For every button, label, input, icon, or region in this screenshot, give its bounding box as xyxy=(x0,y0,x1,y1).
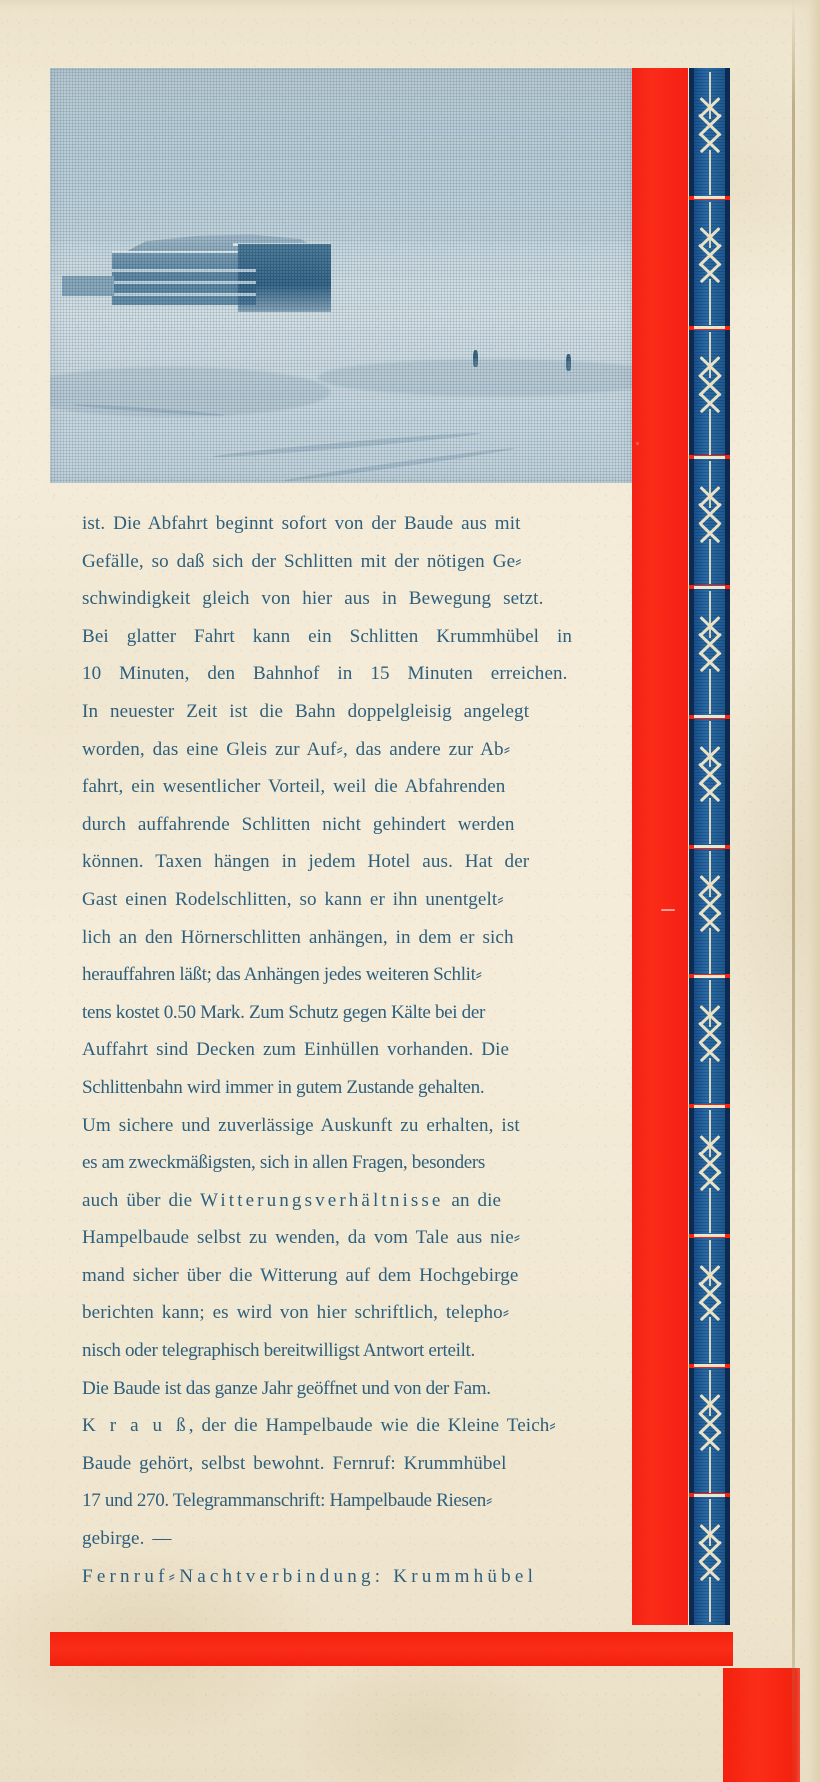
lodge-winter-photograph xyxy=(50,68,633,483)
weather-term-spaced: Witterungsverhältnisse xyxy=(200,1189,444,1211)
body-line: gebirge. — xyxy=(82,1528,172,1550)
ornament-segment xyxy=(694,457,725,587)
ornament-cream-divider xyxy=(694,715,725,718)
body-text-column xyxy=(82,505,603,1595)
weather-line-head: auch über die xyxy=(82,1189,201,1211)
ornament-segment xyxy=(694,328,725,458)
building-balcony-3 xyxy=(112,293,257,296)
hampelbaude-building xyxy=(102,234,335,321)
ornament-segment xyxy=(694,976,725,1106)
body-line: Die Baude ist das ganze Jahr geöffnet und von der Fam. xyxy=(82,1377,491,1399)
red-band-speck xyxy=(636,442,639,445)
body-line: können. Taxen hängen in jedem Hotel aus. Hat der xyxy=(82,851,530,873)
ornament-segment xyxy=(694,717,725,847)
body-line: herauffahren läßt; das Anhängen jedes weiteren Schlit⸗ xyxy=(82,964,482,986)
photo-sky xyxy=(50,68,633,259)
body-line: Gast einen Rodelschlitten, so kann er ihn unentgelt⸗ xyxy=(82,888,504,910)
ornament-cream-divider xyxy=(694,326,725,329)
photo-small-hut xyxy=(62,276,114,297)
building-wing xyxy=(238,244,331,312)
body-line: 10 Minuten, den Bahnhof in 15 Minuten erreichen. xyxy=(82,663,568,685)
ornament-cross-icon xyxy=(698,386,722,420)
body-line: Baude gehört, selbst bewohnt. Fernruf: Krummhübel xyxy=(82,1452,507,1474)
body-line: In neuester Zeit ist die Bahn doppelgleisig angelegt xyxy=(82,700,530,722)
building-balcony-1 xyxy=(112,269,257,272)
body-line: Auffahrt sind Decken zum Einhüllen vorhanden. Die xyxy=(82,1039,510,1061)
photo-drift-2 xyxy=(318,359,633,396)
body-line: Bei glatter Fahrt kann ein Schlitten Krummhübel in xyxy=(82,625,572,647)
ornamental-border-band xyxy=(689,68,730,1625)
ornament-cream-divider xyxy=(694,1364,725,1367)
ornament-cream-divider xyxy=(694,1494,725,1497)
body-line: Um sichere und zuverlässige Auskunft zu erhalten, ist xyxy=(82,1114,520,1136)
ornament-segment xyxy=(694,1495,725,1625)
body-line: Schlittenbahn wird immer in gutem Zustande gehalten. xyxy=(82,1076,485,1098)
body-line: 17 und 270. Telegrammanschrift: Hampelbaude Riesen⸗ xyxy=(82,1490,492,1512)
ornament-segment xyxy=(694,1366,725,1496)
body-line: lich an den Hörnerschlitten anhängen, in dem er sich xyxy=(82,926,514,948)
body-line-night-phone: Fernruf⸗Nachtverbindung: Krummhübel xyxy=(82,1565,538,1587)
ornament-segment xyxy=(694,847,725,977)
bottom-horizontal-red-rule xyxy=(50,1632,733,1666)
ornament-cross-icon xyxy=(698,126,722,160)
ornament-cross-icon xyxy=(698,256,722,290)
ornament-cross-icon xyxy=(698,1294,722,1328)
body-line: mand sicher über die Witterung auf dem Hochgebirge xyxy=(82,1264,519,1286)
ornament-segment xyxy=(694,1106,725,1236)
body-line: Hampelbaude selbst zu wenden, da vom Tale aus nie⸗ xyxy=(82,1227,521,1249)
ornament-cream-divider xyxy=(694,845,725,848)
body-line: durch auffahrende Schlitten nicht gehindert werden xyxy=(82,813,515,835)
body-line: Gefälle, so daß sich der Schlitten mit der nötigen Ge⸗ xyxy=(82,550,522,572)
ornament-cross-icon xyxy=(698,1035,722,1069)
ornament-segment xyxy=(694,68,725,198)
owner-name-spaced: K r a u ß xyxy=(82,1415,189,1437)
ornament-cream-divider xyxy=(694,586,725,589)
ornament-cross-icon xyxy=(698,1424,722,1458)
ornament-cream-divider xyxy=(694,456,725,459)
body-line: berichten kann; es wird von hier schriftlich, telepho⸗ xyxy=(82,1302,510,1324)
weather-line-tail: an die xyxy=(443,1189,502,1211)
ornament-cream-divider xyxy=(694,196,725,199)
owner-line-rest: , der die Hampelbaude wie die Kleine Teich⸗ xyxy=(188,1415,556,1437)
red-band-flaw xyxy=(661,909,675,911)
building-main-block xyxy=(112,253,257,305)
bottom-vertical-red-rule xyxy=(723,1668,800,1782)
paper-top-edge xyxy=(0,0,820,14)
body-line: fahrt, ein wesentlicher Vorteil, weil die Abfahrenden xyxy=(82,776,506,798)
paper-fold-crease xyxy=(792,0,795,1782)
ornament-cross-icon xyxy=(698,516,722,550)
body-line: worden, das eine Gleis zur Auf⸗, das andere zur Ab⸗ xyxy=(82,738,511,760)
body-line: ist. Die Abfahrt beginnt sofort von der Baude aus mit xyxy=(82,513,521,534)
body-line: schwindigkeit gleich von hier aus in Bewegung setzt. xyxy=(82,588,544,610)
building-balcony-2 xyxy=(112,281,257,284)
ornament-cream-divider xyxy=(694,1234,725,1237)
ornament-cross-icon xyxy=(698,1554,722,1588)
red-vertical-band xyxy=(632,68,688,1625)
body-line: es am zweckmäßigsten, sich in allen Fragen, besonders xyxy=(82,1152,485,1174)
ornament-cross-icon xyxy=(698,645,722,679)
body-line: tens kostet 0.50 Mark. Zum Schutz gegen Kälte bei der xyxy=(82,1001,485,1023)
ornament-cream-divider xyxy=(694,975,725,978)
ornament-cream-divider xyxy=(694,1105,725,1108)
ornament-cross-icon xyxy=(698,1164,722,1198)
ornament-cross-icon xyxy=(698,905,722,939)
ornament-segment xyxy=(694,1236,725,1366)
body-line: nisch oder telegraphisch bereitwilligst Antwort erteilt. xyxy=(82,1340,475,1362)
body-line-weather xyxy=(82,1182,603,1220)
ornament-segment xyxy=(694,587,725,717)
body-line-owner xyxy=(82,1407,603,1445)
ornament-cross-icon xyxy=(698,775,722,809)
paper-right-edge-shadow xyxy=(794,0,820,1782)
ornament-segment xyxy=(694,198,725,328)
